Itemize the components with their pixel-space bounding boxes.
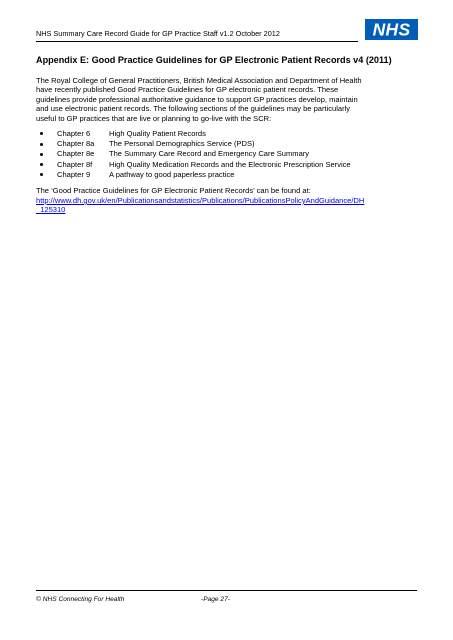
nhs-logo-text: NHS [372,19,411,40]
chapter-description: The Summary Care Record and Emergency Care Summary [109,149,310,159]
intro-paragraph [36,76,421,123]
bullet-icon [40,143,43,146]
chapter-number: Chapter 8f [57,159,93,169]
found-at-text: The ‘Good Practice Guidelines for GP Electronic Patient Records’ can be found at: [36,186,311,195]
chapter-description: The Personal Demographics Service (PDS) [109,139,255,149]
chapter-description: High Quality Medication Records and the Electronic Prescription Service [109,159,351,169]
intro-line: guidelines provide professional authoritative guidance to support GP practices develop, maintain [36,94,358,104]
footer-divider [36,590,417,591]
header-divider [36,41,358,42]
running-header: NHS Summary Care Record Guide for GP Practice Staff v1.2 October 2012 [36,29,280,38]
section-title: Appendix E: Good Practice Guidelines for GP Electronic Patient Records v4 (2011) [36,55,392,65]
footer-copyright: © NHS Connecting For Health [36,596,125,603]
bullet-icon [40,173,43,176]
page-number: -Page 27- [201,596,230,603]
intro-line: have recently published Good Practice Guidelines for GP electronic patient records. These [36,85,339,95]
chapter-number: Chapter 8a [57,139,95,149]
guidelines-link-line[interactable]: http://www.dh.gov.uk/en/Publicationsandstatistics/Publications/PublicationsPolicyAndGuidance/DH [36,196,365,205]
chapter-description: High Quality Patient Records [109,129,206,138]
intro-line: useful to GP practices that are live or planning to go-live with the SCR: [36,113,272,123]
intro-line: and use electronic patient records. The following sections of the guidelines may be particularly [36,104,351,114]
bullet-icon [40,132,43,135]
chapter-number: Chapter 8e [57,149,95,159]
intro-line: The Royal College of General Practitioners, British Medical Association and Department of Health [36,76,362,85]
chapter-description: A pathway to good paperless practice [109,169,235,179]
guidelines-link[interactable] [36,196,364,215]
nhs-logo-icon [365,19,418,40]
chapter-number: Chapter 9 [57,169,91,179]
bullet-icon [40,163,43,166]
guidelines-link-line[interactable]: _125310 [36,205,66,215]
bullet-icon [40,153,43,156]
chapter-number: Chapter 6 [57,129,91,138]
